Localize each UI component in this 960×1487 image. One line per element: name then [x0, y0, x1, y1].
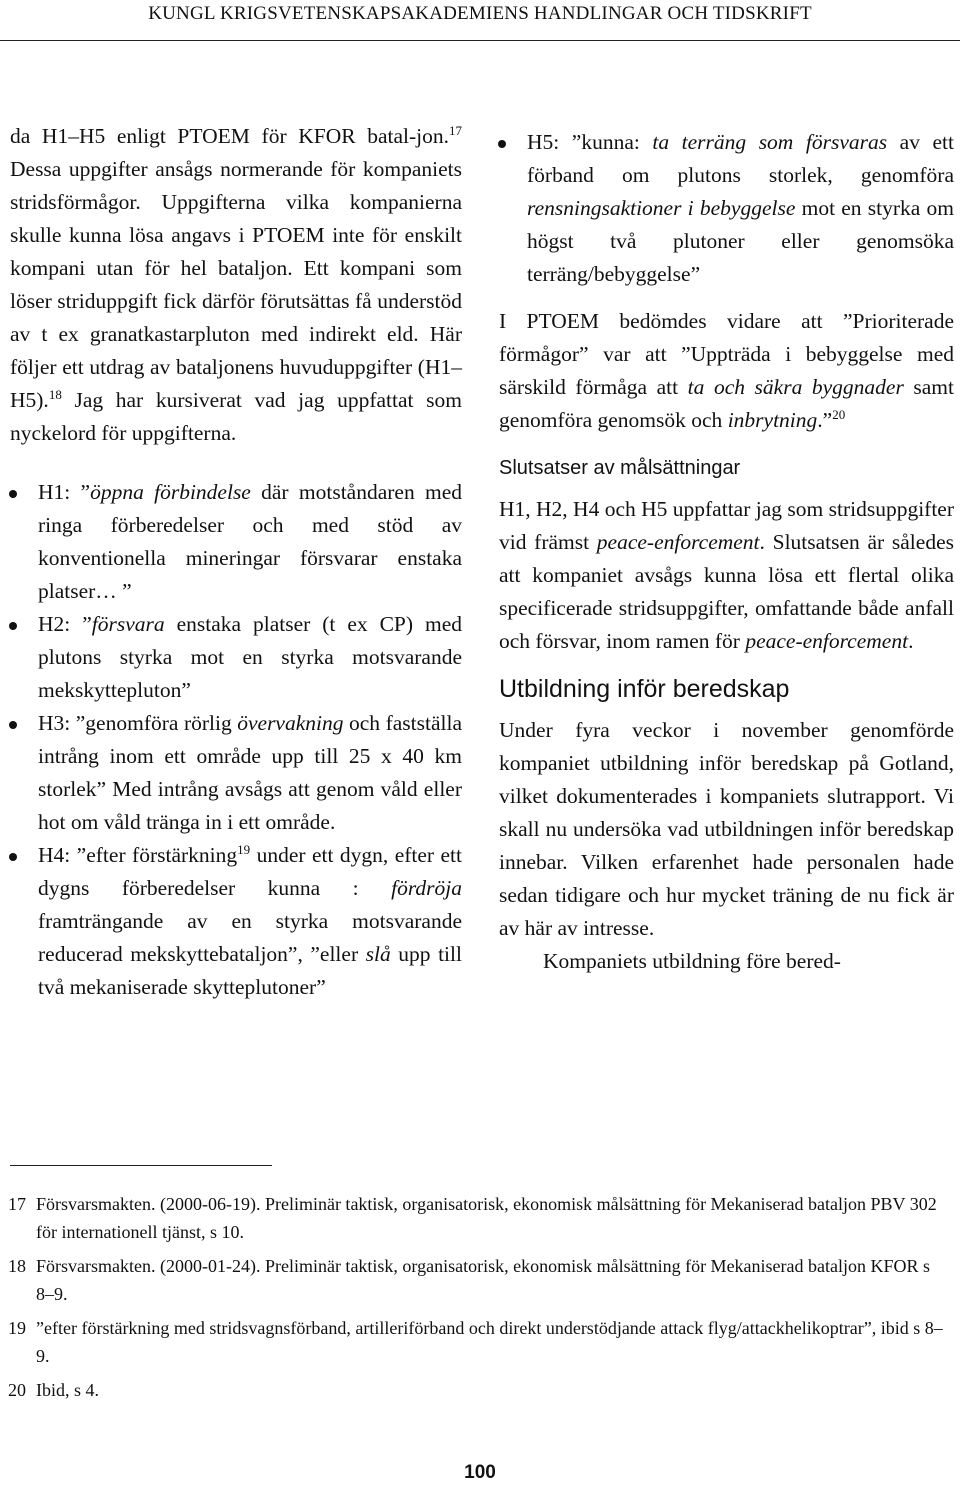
task-item-h4: H4: ”efter förstärkning$^{19}$ under ett dygn, efter ett dygns förberedelser kunna : fördröja framträngande av en styrka motsvarande reducerad mekskyttebataljon”, ”eller slå upp till två mekaniserade skytteplutoner” — [10, 839, 462, 1004]
footnotes — [8, 1190, 948, 1410]
bullet-icon — [9, 622, 17, 630]
section-heading: Slutsatser av målsättningar — [499, 457, 741, 479]
bullet-icon — [9, 490, 17, 498]
footnote-rule — [10, 1165, 272, 1166]
running-header: KUNGL KRIGSVETENSKAPSAKADEMIENS HANDLINGAR OCH TIDSKRIFT — [148, 3, 812, 24]
priority-paragraph: I PTOEM bedömdes vidare att ”Prioriterade förmågor” var att ”Uppträda i bebyggelse med särskild förmåga att ta och säkra byggnader samt genomföra genomsök och inbrytning.”$^{20}$ — [499, 309, 954, 432]
task-list-continued — [499, 126, 954, 291]
training-paragraph: Under fyra veckor i november genomförde kompaniet utbildning inför beredskap på Gotland, vilket dokumenterades i kompaniets slutrapport. Vi skall nu undersöka vad utbildningen inför beredskap innebar. Vilken erfarenhet hade personalen hade sedan tidigare och hur mycket träning de nu fick är av här av intresse. — [499, 718, 954, 940]
task-item-h1: H1: ”öppna förbindelse där motståndaren med ringa förberedelser och med stöd av konventionella mineringar försvarar enstaka platser… ” — [10, 476, 462, 608]
footnote: 18 Försvarsmakten. (2000-01-24). Preliminär taktisk, organisatorisk, ekonomisk målsättning för Mekaniserad bataljon KFOR s 8–9. — [8, 1256, 931, 1304]
footnote: 17 Försvarsmakten. (2000-06-19). Preliminär taktisk, organisatorisk, ekonomisk målsättning för Mekaniserad bataljon PBV 302 för internationell tjänst, s 10. — [8, 1194, 937, 1242]
footnote-ref[interactable]: 17 — [449, 122, 462, 138]
bullet-icon — [498, 140, 506, 148]
footnote-ref[interactable]: 19 — [237, 841, 251, 857]
footnote-ref[interactable]: 20 — [832, 406, 846, 422]
footnote-ref[interactable]: 18 — [48, 386, 62, 402]
task-list — [10, 476, 462, 1004]
task-item-h2: H2: ”försvara enstaka platser (t ex CP) med plutons styrka mot en styrka motsvarande mekskyttepluton” — [10, 608, 462, 707]
section-heading: Utbildning inför beredskap — [499, 675, 790, 703]
header-rule — [0, 40, 960, 41]
task-item-h3: H3: ”genomföra rörlig övervakning och fastställa intrång inom ett område upp till 25 x 40 km storlek” Med intrång avsågs att genom våld eller hot om våld tränga in i ett område. — [10, 707, 462, 839]
page-number: 100 — [464, 1462, 496, 1483]
bullet-icon — [9, 853, 17, 861]
training-paragraph-continued: Kompaniets utbildning före bered- — [543, 949, 841, 973]
bullet-icon — [9, 721, 17, 729]
left-column — [10, 120, 462, 1004]
intro-paragraph: da H1–H5 enligt PTOEM för KFOR batal-jon.$^{17}$ Dessa uppgifter ansågs normerande för kompaniets stridsförmågor. Uppgifterna vilka kompanierna skulle kunna lösa angavs i PTOEM inte för enskilt kompani utan för hel bataljon. Ett kompani som löser striduppgift fick därför förutsättas få understöd av t ex granatkastarpluton med indirekt eld. Här följer ett utdrag av bataljonens huvuduppgifter (H1–H5).$^{18}$ Jag har kursiverat vad jag uppfattat som nyckelord för uppgifterna. — [10, 122, 462, 445]
right-column — [499, 120, 954, 978]
footnote: 20 Ibid, s 4. — [8, 1380, 99, 1400]
conclusion-paragraph: H1, H2, H4 och H5 uppfattar jag som stridsuppgifter vid främst peace-enforcement. Slutsatsen är således att kompaniet avsågs kunna lösa ett flertal olika specificerade stridsuppgifter, omfattande både anfall och försvar, inom ramen för peace-enforcement. — [499, 497, 955, 653]
footnote: 19 ”efter förstärkning med stridsvagnsförband, artilleriförband och direkt understödjande attack flyg/attackhelikoptrar”, ibid s 8–9. — [8, 1318, 943, 1366]
task-item-h5: H5: ”kunna: ta terräng som försvaras av ett förband om plutons storlek, genomföra rensningsaktioner i bebyggelse mot en styrka om högst två plutoner eller genomsöka terräng/bebyggelse” — [499, 126, 954, 291]
